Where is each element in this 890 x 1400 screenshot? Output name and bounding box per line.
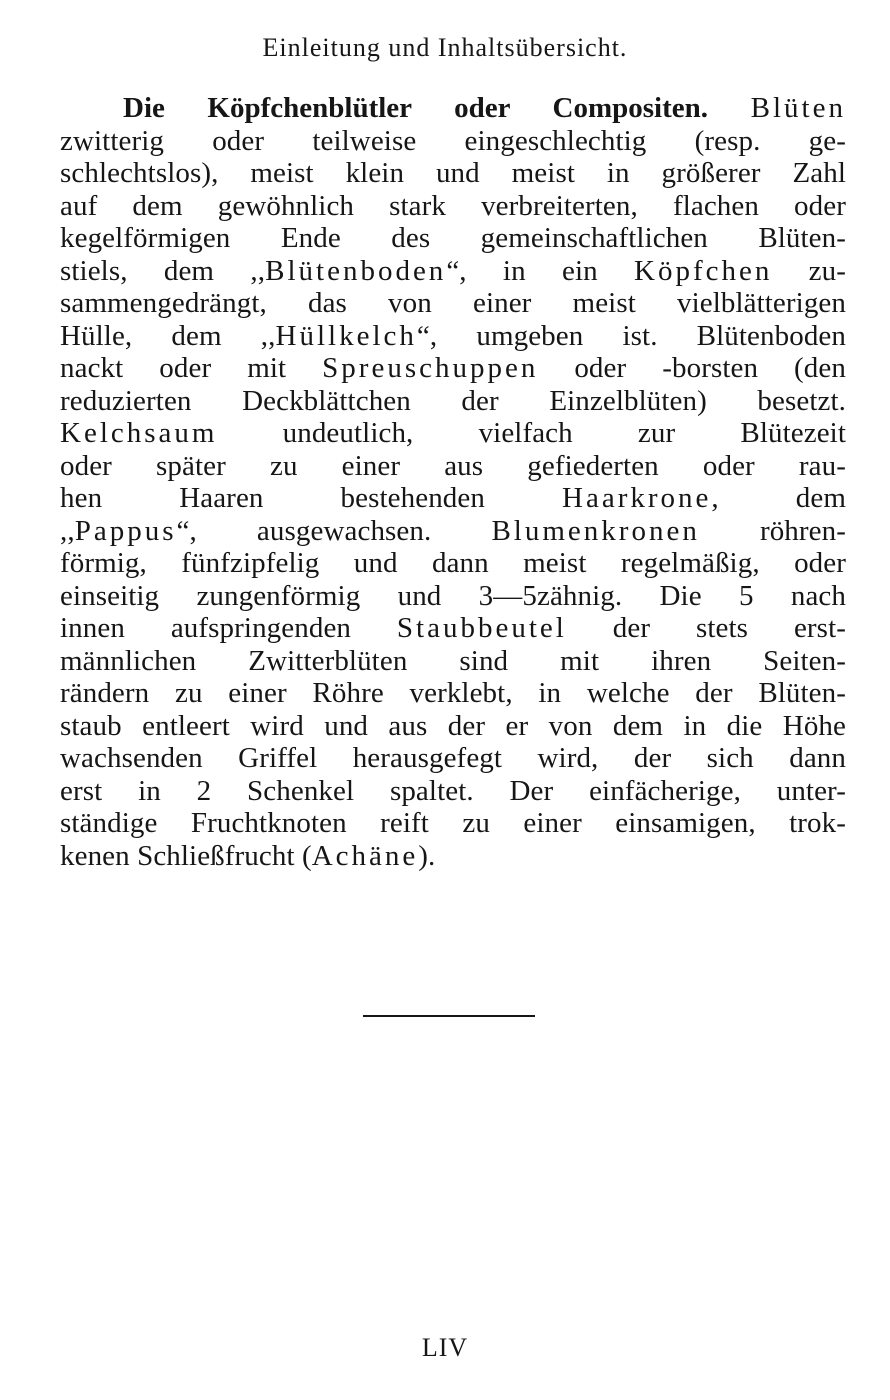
text-line — [60, 352, 846, 385]
text-line: reduzierten Deckblättchen der Einzelblüten) besetzt. — [60, 384, 846, 417]
text-run: “, umgeben ist. Blütenboden — [416, 319, 846, 352]
text-run: zu- — [772, 254, 847, 287]
text-line: sammengedrängt, das von einer meist vielblätterigen — [60, 287, 846, 319]
spaced-term: Blüten — [750, 92, 846, 124]
spaced-term: Spreuschuppen — [322, 352, 539, 384]
spaced-term: Achäne — [311, 839, 419, 872]
text-line: zwitterig oder teilweise eingeschlechtig (resp. ge- — [60, 124, 846, 157]
text-line: förmig, fünfzipfelig und dann meist regelmäßig, oder — [60, 547, 846, 579]
text-line — [60, 612, 846, 645]
text-run: undeutlich, vielfach zur Blütezeit — [217, 417, 846, 449]
text-run: “, ausgewachsen. — [176, 514, 492, 547]
text-line: schlechtslos), meist klein und meist in größerer Zahl — [60, 157, 846, 189]
text-line: kegelförmigen Ende des gemeinschaftlichen Blüten- — [60, 222, 846, 254]
page-number: LIV — [421, 1333, 469, 1362]
spaced-term: Blumenkronen — [491, 514, 700, 547]
text-run: nackt oder mit — [60, 352, 323, 384]
spaced-term: Blütenboden — [265, 254, 447, 287]
spaced-term: Haarkrone — [562, 482, 712, 514]
text-run: röhren- — [699, 514, 846, 547]
text-line: auf dem gewöhnlich stark verbreiterten, flachen oder — [60, 189, 846, 222]
text-line — [60, 320, 846, 353]
text-run: ). — [418, 839, 436, 872]
text-line: erst in 2 Schenkel spaltet. Der einfächerige, unter- — [60, 774, 846, 807]
text-line: staub entleert wird und aus der er von dem in die Höhe — [60, 709, 846, 742]
text-run: stiels, dem ,, — [60, 254, 266, 287]
spaced-term: Kelchsaum — [60, 417, 218, 449]
lead-heading: Die Köpfchenblütler oder Compositen. — [123, 92, 708, 124]
running-head: Einleitung und Inhaltsübersicht. — [262, 33, 628, 62]
text-line: männlichen Zwitterblüten sind mit ihren Seiten- — [60, 644, 846, 677]
spaced-term: Köpfchen — [634, 254, 773, 287]
text-line — [60, 417, 846, 450]
text-line — [60, 840, 846, 873]
text-run: hen Haaren bestehenden — [60, 482, 563, 514]
text-line — [60, 255, 846, 288]
text-line: wachsenden Griffel herausgefegt wird, der sich dann — [60, 742, 846, 774]
text-run: Hülle, dem ,, — [60, 319, 276, 352]
text-line: rändern zu einer Röhre verklebt, in welche der Blüten- — [60, 677, 846, 709]
text-run: der stets erst- — [566, 612, 846, 644]
text-line: ständige Fruchtknoten reift zu einer einsamigen, trok- — [60, 807, 846, 839]
text-line: einseitig zungenförmig und 3—5zähnig. Die 5 nach — [60, 579, 846, 612]
spaced-term: Hüllkelch — [275, 319, 417, 352]
text-run: “, in ein — [446, 254, 635, 287]
text-run: ,, — [60, 514, 75, 547]
text-line — [60, 92, 846, 125]
text-line: oder später zu einer aus gefiederten oder rau- — [60, 449, 846, 482]
text-run: kenen Schließfrucht ( — [60, 839, 312, 872]
text-run: innen aufspringenden — [60, 612, 397, 644]
body-paragraph — [60, 92, 846, 872]
spaced-term: Pappus — [74, 514, 177, 547]
text-run: oder -borsten (den — [538, 352, 846, 384]
text-run: , dem — [711, 482, 846, 514]
text-line — [60, 515, 846, 548]
section-divider — [363, 1015, 535, 1017]
spaced-term: Staubbeutel — [396, 612, 567, 644]
text-line — [60, 482, 846, 515]
